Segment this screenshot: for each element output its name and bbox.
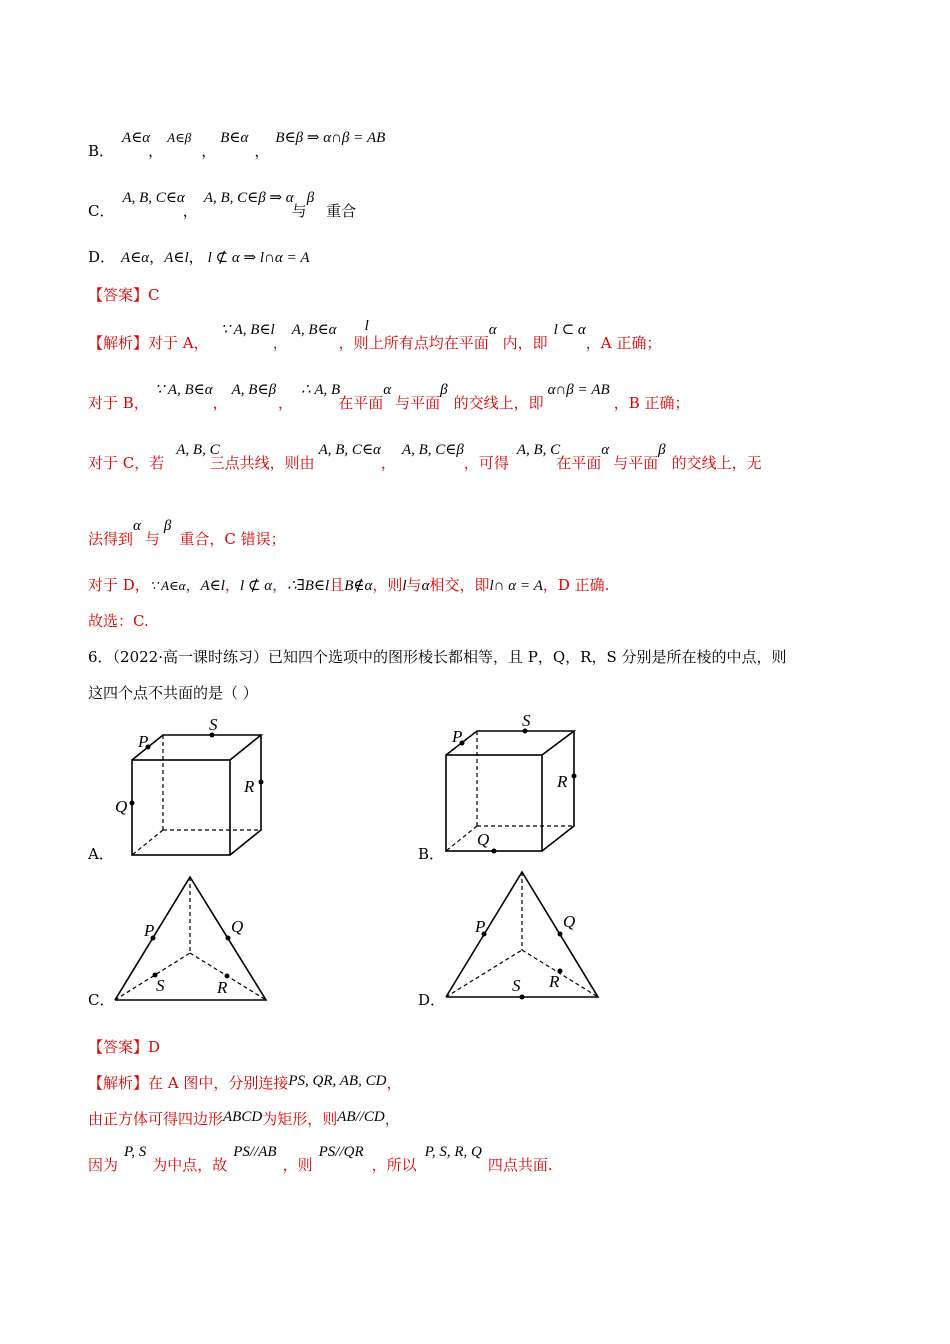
option-b: B．A∈α，A∈β，B∈α，B∈β ⇒ α∩β = AB bbox=[88, 130, 386, 160]
answer-6: 【答案】D bbox=[88, 1038, 161, 1056]
option-c: C．A, B, C∈α，A, B, C∈β ⇒ α与β重合 bbox=[88, 190, 357, 220]
figure-d-point-s bbox=[520, 995, 525, 1000]
figure-a-label-r: R bbox=[244, 777, 255, 796]
figure-b-label-s: S bbox=[522, 711, 531, 730]
analysis-5-line-4: 法得到α与β重合，C 错误； bbox=[88, 518, 286, 548]
figure-a-label-p: P bbox=[138, 732, 149, 751]
answer-5: 【答案】C bbox=[88, 286, 160, 304]
figure-d-label-p: P bbox=[475, 917, 486, 936]
analysis-6-line-2: 由正方体可得四边形ABCD为矩形，则AB//CD， bbox=[88, 1109, 400, 1128]
analysis-5-line-3: 对于 C，若A, B, C三点共线，则由A, B, C∈α，A, B, C∈β，可得A, B, C在平面α与平面β的交线上，无 bbox=[88, 442, 762, 472]
figure-d-label-q: Q bbox=[563, 912, 576, 931]
figure-b-label-r: R bbox=[557, 772, 568, 791]
question-6-line-2: 这四个点不共面的是（ ） bbox=[88, 684, 258, 702]
figure-d-point-q bbox=[558, 932, 563, 937]
figure-d-hidden-edge-2 bbox=[446, 950, 522, 997]
figure-b-label-p: P bbox=[452, 727, 463, 746]
analysis-5-line-5: 对于 D，∵ A∈α，A∈l，l ⊄ α，∴∃B∈l且B∉α，则l与α相交，即l∩ α = A，D 正确. bbox=[88, 576, 610, 594]
figure-c-label-s: S bbox=[156, 976, 165, 995]
analysis-5-line-2: 对于 B，∵ A, B∈α，A, B∈β，∴ A, B在平面α与平面β的交线上，即α∩β = AB，B 正确； bbox=[88, 382, 690, 412]
figure-a-label: A． bbox=[88, 845, 114, 863]
figure-b-label: B． bbox=[418, 845, 445, 863]
figure-c-label-r: R bbox=[217, 978, 228, 997]
analysis-6-line-3: 因为P, S为中点，故PS//AB，则PS//QR，所以P, S, R, Q四点共面. bbox=[88, 1144, 553, 1174]
analysis-5-line-1: 【解析】对于 A，∵ A, B∈l，A, B∈α，则l上所有点均在平面α内，即l ⊂ α，A 正确； bbox=[88, 318, 662, 352]
figure-c-label-q: Q bbox=[231, 917, 244, 936]
analysis-6-line-1: 【解析】在 A 图中，分别连接PS, QR, AB, CD， bbox=[88, 1073, 402, 1092]
question-6-line-1: 6．（2022·高一课时练习）已知四个选项中的图形棱长都相等，且 P，Q，R，S 分别是所在棱的中点，则 bbox=[88, 648, 787, 666]
figure-d-solid-edges bbox=[446, 872, 598, 997]
figure-d-label-r: R bbox=[549, 972, 560, 991]
analysis-5-conclusion: 故选：C. bbox=[88, 612, 149, 630]
option-d: D． A∈α，A∈l， l ⊄ α ⇒ l∩α = A bbox=[88, 248, 310, 266]
figure-b-label-q: Q bbox=[477, 830, 490, 849]
figure-c-label: C． bbox=[88, 991, 115, 1009]
figure-d-label: D． bbox=[418, 991, 446, 1009]
figure-d-label-s: S bbox=[512, 976, 521, 995]
figure-a-label-s: S bbox=[209, 715, 218, 734]
figure-c-label-p: P bbox=[144, 921, 155, 940]
figure-a-label-q: Q bbox=[115, 797, 128, 816]
